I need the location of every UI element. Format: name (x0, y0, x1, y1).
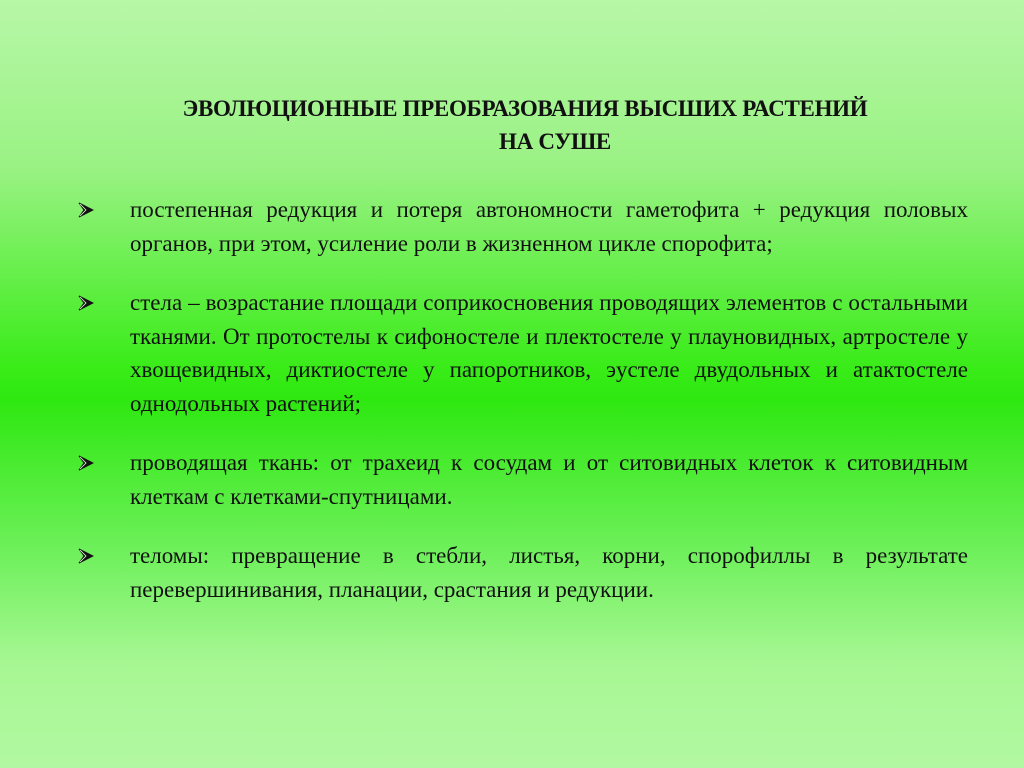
slide-title-line-2: НА СУШЕ (499, 129, 611, 154)
bullet-item (78, 286, 968, 420)
bullet-list (78, 193, 968, 606)
arrowhead-bullet-icon (78, 286, 98, 319)
bullet-item (78, 446, 968, 513)
arrowhead-bullet-icon (78, 539, 98, 572)
bullet-text: постепенная редукция и потеря автономности гаметофита + редукция половых органов, при этом, усиление роли в жизненном цикле спорофита; (130, 197, 968, 256)
bullet-item (78, 539, 968, 606)
arrowhead-bullet-icon (78, 446, 98, 479)
bullet-text: стела – возрастание площади соприкосновения проводящих элементов с остальными тканями. От протостелы к сифоностеле и плектостеле у плауновидных, артростеле у хвощевидных, диктиостеле у папоротников, эустеле двудольных и атактостеле однодольных растений; (130, 290, 968, 416)
slide-title (80, 92, 970, 158)
bullet-item (78, 193, 968, 260)
arrowhead-bullet-icon (78, 193, 98, 226)
slide-title-line-1: ЭВОЛЮЦИОННЫЕ ПРЕОБРАЗОВАНИЯ ВЫСШИХ РАСТЕНИЙ (182, 96, 868, 121)
bullet-text: проводящая ткань: от трахеид к сосудам и от ситовидных клеток к ситовидным клеткам с клетками-спутницами. (130, 450, 968, 509)
bullet-text: теломы: превращение в стебли, листья, корни, спорофиллы в результате перевершинивания, планации, срастания и редукции. (130, 543, 968, 602)
